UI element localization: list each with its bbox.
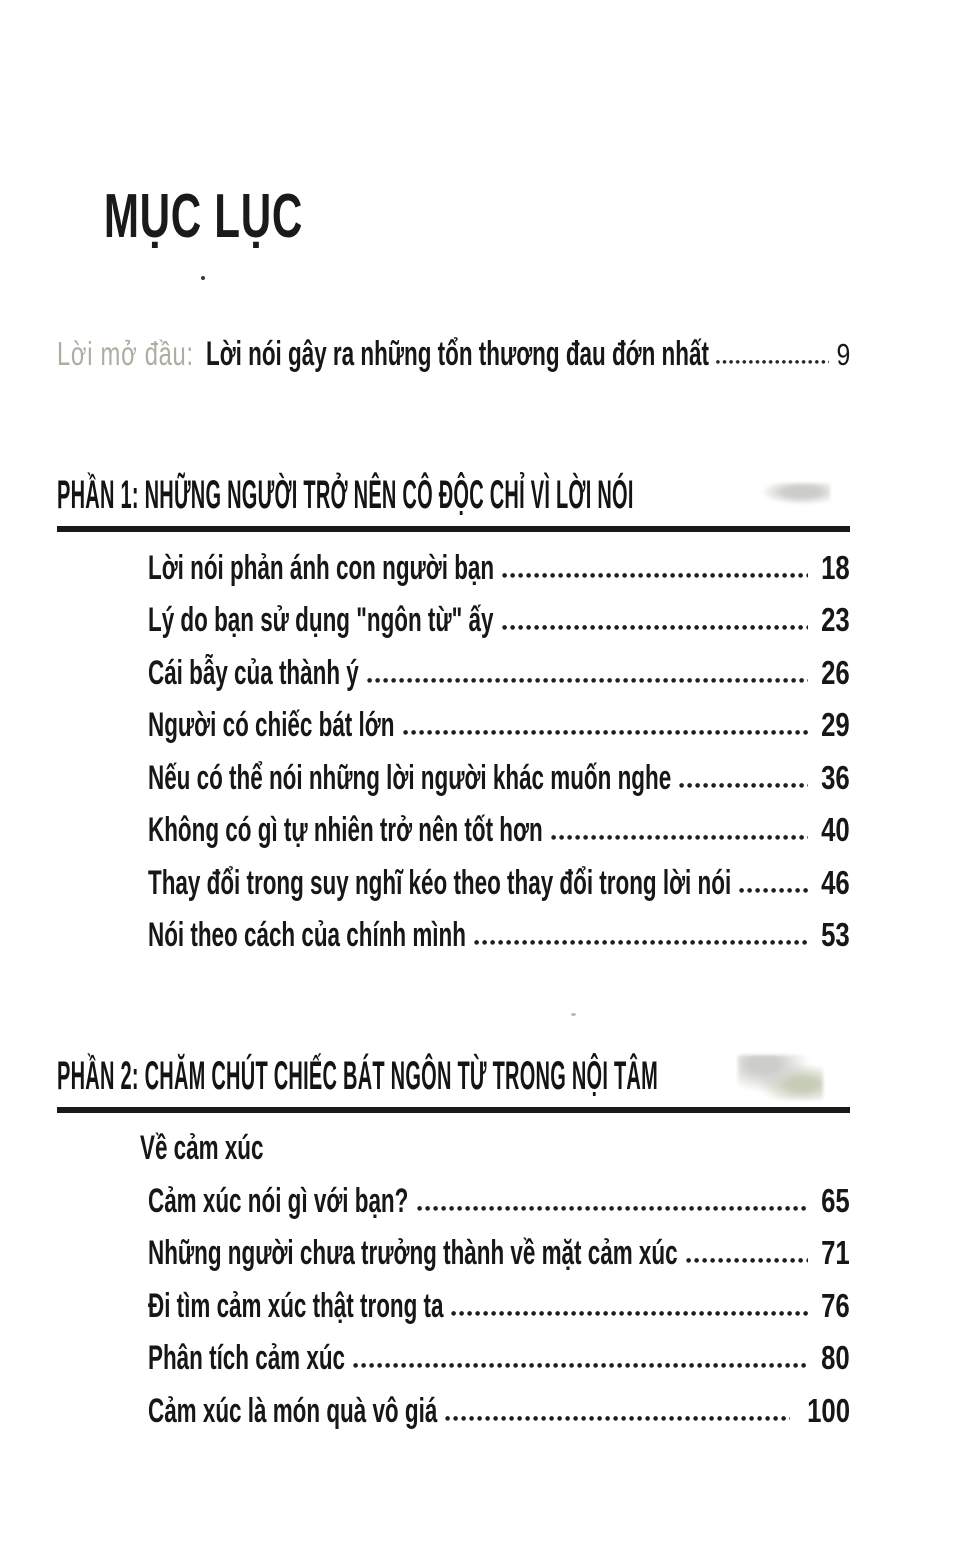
dot-leader [473,939,808,946]
toc-entry [57,1227,850,1280]
toc-entry [57,909,850,962]
entry-page-number: 29 [821,706,850,743]
entry-title: Nếu có thể nói những lời người khác muốn nghe [148,758,672,797]
toc-entry [57,1175,850,1228]
toc-entry [57,699,850,752]
entry-page-number: 46 [821,863,850,901]
entry-title: Thay đổi trong suy nghĩ kéo theo thay đổi trong lời nói [148,863,732,902]
dot-leader [366,677,808,684]
entry-title: Những người chưa trưởng thành về mặt cảm xúc [148,1234,678,1272]
toc-section [57,1054,850,1438]
toc-entry [57,594,850,647]
entry-page-number: 18 [821,548,850,586]
entry-page-number: 40 [821,811,850,848]
entry-title: Lý do bạn sử dụng "ngôn từ" ấy [148,601,494,639]
entry-title: Cảm xúc nói gì với bạn? [148,1181,409,1220]
scan-artifact [760,483,830,505]
entry-page-number: 100 [807,1391,850,1429]
intro-entry [57,328,850,381]
scan-artifact [571,1013,576,1016]
entry-page-number: 23 [821,601,850,638]
section-heading-rule [57,473,850,532]
dot-leader [352,1362,808,1369]
intro-title: Lời nói gây ra những tổn thương đau đớn nhất [205,335,709,373]
entry-title: Nói theo cách của chính mình [148,916,466,954]
toc-entry [57,647,850,700]
dot-leader [450,1310,808,1317]
dot-leader [550,834,809,841]
entry-page-number: 53 [821,916,850,953]
subsection-heading-row [57,1125,850,1171]
toc-content [57,0,850,1437]
entry-page-number: 76 [821,1286,850,1324]
section-heading: PHẦN 2: CHĂM CHÚT CHIẾC BÁT NGÔN TỪ TRONG NỘI TÂM [57,1053,659,1098]
page-title: MỤC LỤC [103,182,303,251]
entry-title: Phân tích cảm xúc [148,1339,346,1377]
section-heading: PHẦN 1: NHỮNG NGƯỜI TRỞ NÊN CÔ ĐỘC CHỈ VÌ LỜI NÓI [57,472,634,517]
dot-leader [444,1415,790,1422]
dot-leader [501,572,808,579]
entry-page-number: 71 [821,1234,850,1271]
section-heading-rule [57,1054,850,1113]
toc-section [57,473,850,962]
toc-entry [57,857,850,910]
subsection-heading: Về cảm xúc [140,1128,264,1167]
toc-entry [57,1385,850,1438]
dot-leader [402,729,809,736]
entry-title: Người có chiếc bát lớn [148,706,395,744]
entry-page-number: 26 [821,653,850,691]
entry-list [57,542,850,962]
dot-leader [738,887,808,894]
entry-title: Cảm xúc là món quà vô giá [148,1391,438,1430]
entry-page-number: 36 [821,758,850,796]
entry-list [57,1175,850,1438]
toc-entry [57,752,850,805]
scan-artifact [201,276,205,280]
dot-leader [678,782,808,789]
dot-leader [501,624,809,631]
entry-page-number: 80 [821,1339,850,1376]
entry-title: Không có gì tự nhiên trở nên tốt hơn [148,811,543,849]
intro-page-number: 9 [836,337,850,372]
toc-entry [57,804,850,857]
toc-entry [57,1332,850,1385]
dot-leader [715,359,829,365]
scan-artifact [738,1055,823,1100]
entry-title: Đi tìm cảm xúc thật trong ta [148,1286,444,1325]
entry-page-number: 65 [821,1181,850,1219]
entry-title: Lời nói phản ánh con người bạn [148,548,495,587]
dot-leader [685,1257,809,1264]
toc-sections [57,473,850,1438]
entry-title: Cái bẫy của thành ý [148,653,359,692]
dot-leader [416,1205,809,1212]
toc-entry [57,542,850,595]
toc-entry [57,1280,850,1333]
intro-label: Lời mở đầu: [57,335,194,372]
